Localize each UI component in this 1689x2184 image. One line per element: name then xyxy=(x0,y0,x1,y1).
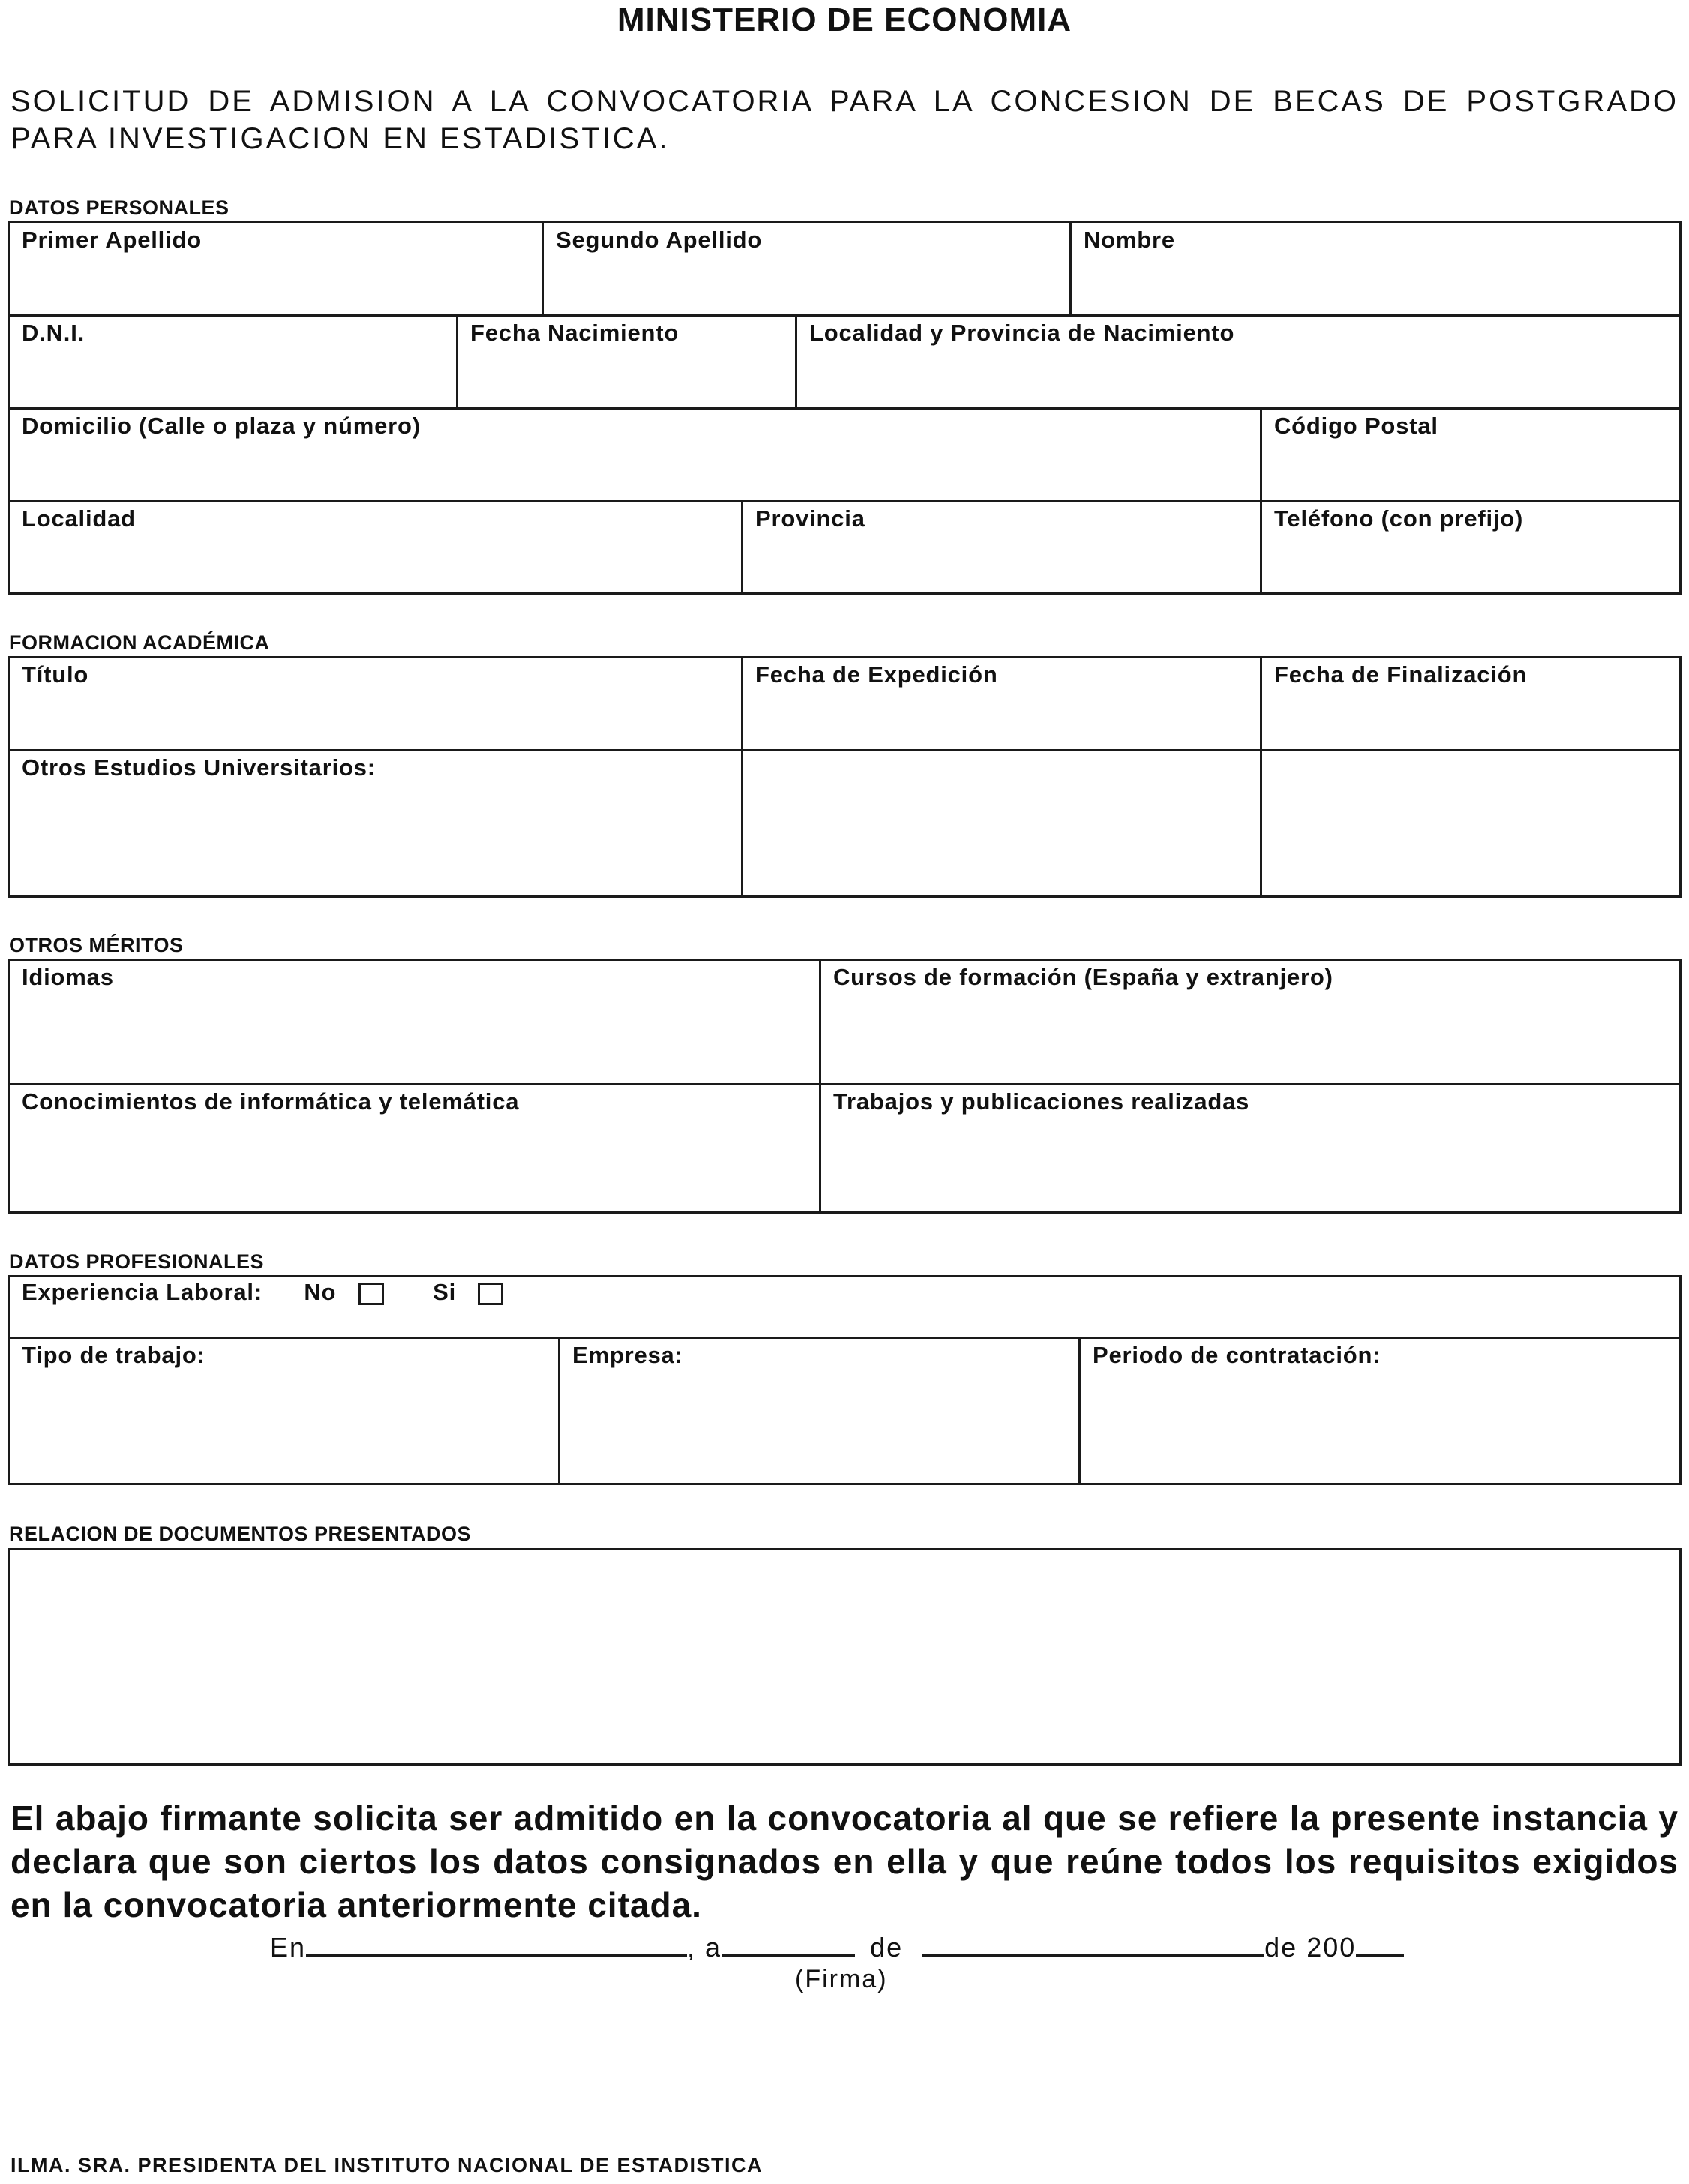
documentos-field[interactable] xyxy=(8,1548,1682,1766)
idiomas-field[interactable] xyxy=(10,961,821,1085)
ministry-title: MINISTERIO DE ECONOMIA xyxy=(616,2,1072,38)
year-blank[interactable] xyxy=(1356,1932,1404,1957)
domicilio-label: Domicilio (Calle o plaza y número) xyxy=(22,412,421,439)
localidad-provincia-nacimiento-field[interactable] xyxy=(797,316,1679,410)
a-label: , a xyxy=(687,1932,722,1963)
declaration-text: El abajo firmante solicita ser admitido en la convocatoria al que se refiere la presente instancia y declara que son ciertos los datos consignados en ella y que reúne todos los requisitos exigidos en la convocatoria anteriormente citada. xyxy=(10,1798,1678,1924)
idiomas-label: Idiomas xyxy=(22,964,114,990)
de-label: de xyxy=(870,1932,904,1963)
section-label-otros-meritos: OTROS MÉRITOS xyxy=(9,934,184,956)
trabajos-field[interactable] xyxy=(821,1085,1679,1211)
dni-field[interactable] xyxy=(10,316,458,410)
fecha-nacimiento-field[interactable] xyxy=(458,316,797,410)
informatica-field[interactable] xyxy=(10,1085,821,1211)
datos-personales-table xyxy=(8,221,1682,595)
tipo-trabajo-field[interactable] xyxy=(10,1339,560,1483)
localidad-provincia-nacimiento-label: Localidad y Provincia de Nacimiento xyxy=(809,320,1235,346)
no-label: No xyxy=(304,1279,337,1305)
si-checkbox[interactable] xyxy=(478,1282,503,1305)
experiencia-laboral-label: Experiencia Laboral: xyxy=(22,1279,262,1305)
cursos-label: Cursos de formación (España y extranjero) xyxy=(833,964,1334,990)
place-date-line xyxy=(270,1932,1404,1964)
segundo-apellido-label: Segundo Apellido xyxy=(556,226,763,253)
addressee-footer: ILMA. SRA. PRESIDENTA DEL INSTITUTO NACIONAL DE ESTADISTICA xyxy=(10,2154,764,2176)
otros-estudios-label: Otros Estudios Universitarios: xyxy=(22,754,376,781)
informatica-label: Conocimientos de informática y telemática xyxy=(22,1088,520,1114)
provincia-label: Provincia xyxy=(755,506,866,532)
tipo-trabajo-label: Tipo de trabajo: xyxy=(22,1342,206,1368)
place-blank[interactable] xyxy=(306,1932,687,1957)
formacion-academica-table xyxy=(8,656,1682,898)
trabajos-label: Trabajos y publicaciones realizadas xyxy=(833,1088,1250,1114)
no-checkbox[interactable] xyxy=(358,1282,384,1305)
firma-label: (Firma) xyxy=(795,1965,888,1994)
fecha-finalizacion-field[interactable] xyxy=(1262,658,1679,752)
otros-estudios-fecha-finalizacion-field[interactable] xyxy=(1262,752,1679,896)
codigo-postal-label: Código Postal xyxy=(1274,412,1438,439)
localidad-field[interactable] xyxy=(10,502,743,592)
month-blank[interactable] xyxy=(922,1932,1264,1957)
fecha-nacimiento-label: Fecha Nacimiento xyxy=(470,320,680,346)
fecha-expedicion-field[interactable] xyxy=(743,658,1262,752)
section-label-documentos: RELACION DE DOCUMENTOS PRESENTADOS xyxy=(9,1522,472,1545)
otros-estudios-fecha-expedicion-field[interactable] xyxy=(743,752,1262,896)
datos-profesionales-table xyxy=(8,1275,1682,1485)
provincia-field[interactable] xyxy=(743,502,1262,592)
nombre-label: Nombre xyxy=(1084,226,1175,253)
form-subtitle: SOLICITUD DE ADMISION A LA CONVOCATORIA PARA LA CONCESION DE BECAS DE POSTGRADO PARA INVESTIGACION EN ESTADISTICA. xyxy=(10,85,1678,155)
empresa-label: Empresa: xyxy=(572,1342,683,1368)
nombre-field[interactable] xyxy=(1072,224,1679,316)
si-label: Si xyxy=(433,1279,457,1305)
empresa-field[interactable] xyxy=(560,1339,1081,1483)
titulo-field[interactable] xyxy=(10,658,743,752)
section-label-formacion-academica: FORMACION ACADÉMICA xyxy=(9,632,270,654)
periodo-field[interactable] xyxy=(1081,1339,1679,1483)
otros-estudios-field[interactable] xyxy=(10,752,743,896)
telefono-label: Teléfono (con prefijo) xyxy=(1274,506,1524,532)
primer-apellido-label: Primer Apellido xyxy=(22,226,202,253)
codigo-postal-field[interactable] xyxy=(1262,410,1679,502)
en-label: En xyxy=(270,1932,307,1963)
fecha-expedicion-label: Fecha de Expedición xyxy=(755,662,998,688)
segundo-apellido-field[interactable] xyxy=(544,224,1072,316)
localidad-label: Localidad xyxy=(22,506,136,532)
section-label-datos-personales: DATOS PERSONALES xyxy=(9,196,230,219)
de-year-label: de 200 xyxy=(1264,1932,1357,1963)
domicilio-field[interactable] xyxy=(10,410,1262,502)
experiencia-laboral-row xyxy=(10,1277,1679,1339)
cursos-field[interactable] xyxy=(821,961,1679,1085)
primer-apellido-field[interactable] xyxy=(10,224,544,316)
experiencia-laboral-line xyxy=(22,1279,503,1306)
otros-meritos-table xyxy=(8,958,1682,1214)
section-label-datos-profesionales: DATOS PROFESIONALES xyxy=(9,1250,265,1273)
dni-label: D.N.I. xyxy=(22,320,86,346)
titulo-label: Título xyxy=(22,662,89,688)
fecha-finalizacion-label: Fecha de Finalización xyxy=(1274,662,1528,688)
telefono-field[interactable] xyxy=(1262,502,1679,592)
periodo-label: Periodo de contratación: xyxy=(1093,1342,1382,1368)
day-blank[interactable] xyxy=(722,1932,855,1957)
